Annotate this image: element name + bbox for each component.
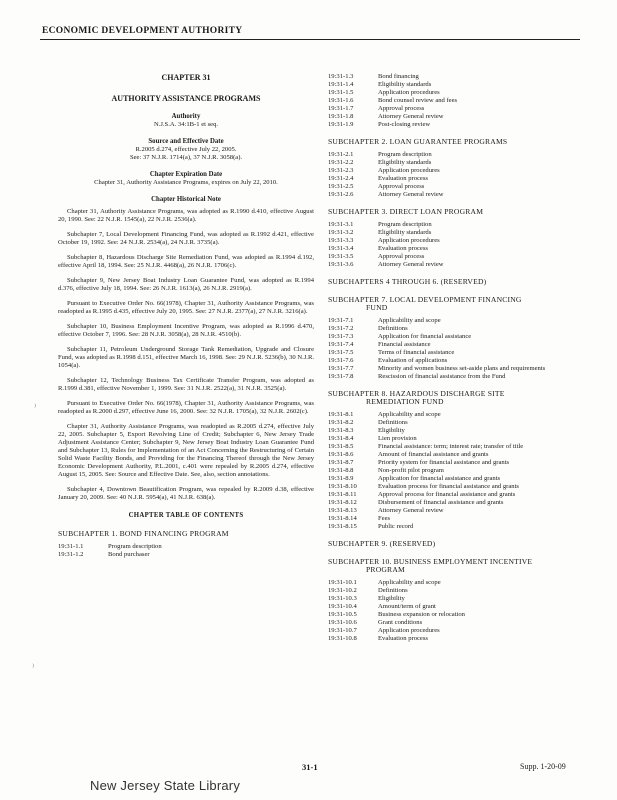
toc-entry (328, 467, 593, 475)
history-paragraph: Subchapter 12, Technology Business Tax Certificate Transfer Program, was adopted as R.1999 d.381, effective November 1, 1999. See: 31 N.J.R. 2522(a), 31 N.J.R. 3525(a). (58, 377, 314, 392)
history-paragraph: Subchapter 11, Petroleum Underground Storage Tank Remediation, Upgrade and Closure Fund, was adopted as R.1998 d.151, effective March 16, 1998. See: 29 N.J.R. 5236(b), 30 N.J.R. 1054(a). (58, 346, 314, 369)
subchapter-3-sections (328, 221, 593, 269)
toc-entry (328, 603, 593, 611)
subchapter-7-heading-cont: FUND (366, 303, 388, 312)
section-title: Priority system for financial assistance and grants (378, 459, 510, 466)
section-title: Disbursement of financial assistance and grants (378, 499, 504, 506)
toc-entry (328, 411, 593, 419)
toc-entry (328, 373, 593, 381)
toc-entry (328, 443, 593, 451)
section-title: Application procedures (378, 167, 440, 174)
toc-entry (328, 365, 593, 373)
section-number: 19:31-1.1 (58, 543, 84, 550)
section-number: 19:31-10.7 (328, 627, 357, 634)
section-title: Eligibility (378, 595, 405, 602)
section-title: Eligibility standards (378, 229, 432, 236)
supplement-date: Supp. 1-20-09 (520, 762, 566, 771)
section-number: 19:31-7.8 (328, 373, 354, 380)
section-number: 19:31-1.5 (328, 89, 354, 96)
section-number: 19:31-8.13 (328, 507, 357, 514)
section-number: 19:31-10.4 (328, 603, 357, 610)
history-paragraph: Pursuant to Executive Order No. 66(1978), Chapter 31, Authority Assistance Programs, was readopted as R.2000 d.297, effective June 16, 2000. See: 32 N.J.R. 1705(a), 32 N.J.R. 2602(c). (58, 400, 314, 415)
section-title: Applicability and scope (378, 579, 441, 586)
margin-mark: ⁾ (34, 402, 37, 412)
section-number: 19:31-10.1 (328, 579, 357, 586)
section-number: 19:31-8.10 (328, 483, 357, 490)
toc-entry (328, 419, 593, 427)
toc-entry (58, 543, 314, 551)
source-heading: Source and Effective Date (148, 138, 224, 145)
section-number: 19:31-3.1 (328, 221, 354, 228)
toc-entry (328, 183, 593, 191)
subchapter-8-heading-cont: REMEDIATION FUND (366, 397, 444, 406)
toc-entry (328, 191, 593, 199)
toc-entry (328, 349, 593, 357)
toc-entry (328, 97, 593, 105)
toc-entry (328, 261, 593, 269)
section-number: 19:31-2.6 (328, 191, 354, 198)
section-title: Definitions (378, 419, 408, 426)
section-number: 19:31-8.11 (328, 491, 357, 498)
section-title: Amount/term of grant (378, 603, 436, 610)
subchapter-1-heading: SUBCHAPTER 1. BOND FINANCING PROGRAM (58, 529, 229, 538)
toc-entry (328, 427, 593, 435)
section-number: 19:31-7.6 (328, 357, 354, 364)
section-title: Attorney General review (378, 113, 444, 120)
subchapter-7-heading: SUBCHAPTER 7. LOCAL DEVELOPMENT FINANCING (328, 295, 522, 304)
section-title: Evaluation process for financial assistance and grants (378, 483, 519, 490)
toc-entry (328, 81, 593, 89)
toc-entry (328, 459, 593, 467)
authority-heading: Authority (171, 113, 201, 120)
toc-entry (328, 515, 593, 523)
expiration-heading: Chapter Expiration Date (149, 171, 223, 178)
section-title: Evaluation process (378, 175, 428, 182)
library-stamp: New Jersey State Library (90, 778, 241, 793)
toc-entry (328, 333, 593, 341)
section-title: Application procedures (378, 237, 440, 244)
section-title: Grant conditions (378, 619, 423, 626)
toc-entry (328, 73, 593, 81)
toc-entry (328, 475, 593, 483)
subchapter-10-heading-cont: PROGRAM (366, 565, 405, 574)
section-title: Applicability and scope (378, 317, 441, 324)
section-title: Fees (378, 515, 391, 522)
section-number: 19:31-2.3 (328, 167, 354, 174)
section-title: Application procedures (378, 89, 440, 96)
section-number: 19:31-8.9 (328, 475, 354, 482)
section-number: 19:31-1.6 (328, 97, 354, 104)
toc-entry (328, 523, 593, 531)
toc-entry (328, 499, 593, 507)
section-title: Minority and women business set-aside plans and requirements (378, 365, 546, 372)
section-title: Bond purchaser (108, 551, 150, 558)
section-title: Public record (378, 523, 414, 530)
section-number: 19:31-2.2 (328, 159, 354, 166)
section-title: Application for financial assistance (378, 333, 472, 340)
section-number: 19:31-1.2 (58, 551, 84, 558)
section-number: 19:31-10.6 (328, 619, 357, 626)
subchapter-1-sections-cont (328, 73, 593, 129)
history-paragraph: Chapter 31, Authority Assistance Programs, was readopted as R.2005 d.274, effective July 22, 2005. Subchapter 5, Export Revolving Line of Credit; Subchapter 6, New Jersey Trade Adjustment Assistance Center; Subchapter 9, New Jersey Boat Industry Loan Guarantee Fund and Subchapter 13, Rules for Implementation of an Act Concerning the Restructuring of Certain Solid Waste Facility Bonds, and Providing for the Financing Thereof through the New Jersey Economic Development Authority, P.L.2001, c.401 were repealed by R.2005 d.274, effective August 15, 2005. See: Source and Effective Date. See, also, section annotations. (58, 423, 314, 478)
section-title: Terms of financial assistance (378, 349, 455, 356)
history-heading: Chapter Historical Note (151, 196, 221, 203)
section-number: 19:31-8.4 (328, 435, 354, 442)
section-title: Financial assistance: term; interest rate; transfer of title (378, 443, 524, 450)
history-notes (58, 208, 314, 502)
section-title: Attorney General review (378, 191, 444, 198)
section-number: 19:31-1.8 (328, 113, 354, 120)
toc-entry (328, 595, 593, 603)
toc-entry (328, 151, 593, 159)
toc-entry (328, 237, 593, 245)
section-number: 19:31-1.9 (328, 121, 354, 128)
subchapter-2-heading: SUBCHAPTER 2. LOAN GUARANTEE PROGRAMS (328, 137, 508, 146)
section-title: Post-closing review (378, 121, 431, 128)
source-line-2: See: 37 N.J.R. 1714(a), 37 N.J.R. 3058(a). (129, 154, 243, 161)
section-title: Financial assistance (378, 341, 431, 348)
toc-entry (328, 89, 593, 97)
section-number: 19:31-8.8 (328, 467, 354, 474)
section-title: Attorney General review (378, 507, 444, 514)
toc-entry (328, 253, 593, 261)
subchapter-9-heading: SUBCHAPTER 9. (RESERVED) (328, 539, 436, 548)
toc-entry (328, 635, 593, 643)
history-paragraph: Subchapter 9, New Jersey Boat Industry Loan Guarantee Fund, was adopted as R.1994 d.376, effective July 18, 1994. See: 26 N.J.R. 1613(a), 26 N.J.R. 2919(a). (58, 277, 314, 292)
toc-entry (328, 579, 593, 587)
section-title: Eligibility standards (378, 81, 432, 88)
margin-mark: ⁾ (32, 662, 35, 672)
toc-entry (328, 619, 593, 627)
toc-entry (328, 435, 593, 443)
toc-entry (328, 357, 593, 365)
toc-entry (328, 221, 593, 229)
section-number: 19:31-2.1 (328, 151, 354, 158)
section-number: 19:31-2.5 (328, 183, 354, 190)
right-column (328, 73, 593, 643)
history-paragraph: Subchapter 4, Downtown Beautification Program, was repealed by R.2009 d.38, effective January 20, 2009. See: 40 N.J.R. 5954(a), 41 N.J.R. 638(a). (58, 486, 314, 501)
toc-entry (58, 551, 314, 559)
subchapters-4-6-heading: SUBCHAPTERS 4 THROUGH 6. (RESERVED) (328, 277, 487, 286)
section-number: 19:31-3.4 (328, 245, 354, 252)
subchapter-8-heading: SUBCHAPTER 8. HAZARDOUS DISCHARGE SITE (328, 389, 505, 398)
toc-entry (328, 175, 593, 183)
toc-entry (328, 113, 593, 121)
section-number: 19:31-10.5 (328, 611, 357, 618)
section-title: Approval process (378, 253, 425, 260)
section-number: 19:31-7.2 (328, 325, 354, 332)
section-number: 19:31-8.5 (328, 443, 354, 450)
section-title: Definitions (378, 325, 408, 332)
header-rule (40, 39, 580, 40)
section-title: Attorney General review (378, 261, 444, 268)
section-number: 19:31-7.1 (328, 317, 354, 324)
section-title: Approval process for financial assistance and grants (378, 491, 516, 498)
section-title: Rescission of financial assistance from the Fund (378, 373, 506, 380)
source-line-1: R.2005 d.274, effective July 22, 2005. (135, 146, 237, 153)
section-number: 19:31-7.5 (328, 349, 354, 356)
section-title: Evaluation process (378, 635, 428, 642)
toc-entry (328, 229, 593, 237)
subchapter-3-heading: SUBCHAPTER 3. DIRECT LOAN PROGRAM (328, 207, 484, 216)
toc-entry (328, 483, 593, 491)
toc-entry (328, 491, 593, 499)
toc-entry (328, 105, 593, 113)
section-number: 19:31-10.8 (328, 635, 357, 642)
authority-text: N.J.S.A. 34:1B-1 et seq. (153, 121, 219, 128)
section-title: Approval process (378, 183, 425, 190)
toc-entry (328, 587, 593, 595)
section-number: 19:31-2.4 (328, 175, 354, 182)
section-number: 19:31-10.2 (328, 587, 357, 594)
chapter-title: AUTHORITY ASSISTANCE PROGRAMS (111, 94, 261, 103)
toc-entry (328, 159, 593, 167)
section-title: Applicability and scope (378, 411, 441, 418)
history-paragraph: Subchapter 7, Local Development Financing Fund, was adopted as R.1992 d.421, effective October 19, 1992. See: 24 N.J.R. 2534(a), 24 N.J.R. 3735(a). (58, 231, 314, 246)
section-number: 19:31-3.6 (328, 261, 354, 268)
section-number: 19:31-8.3 (328, 427, 354, 434)
expiration-text: Chapter 31, Authority Assistance Programs, expires on July 22, 2010. (94, 179, 278, 186)
subchapter-8-sections (328, 411, 593, 531)
section-number: 19:31-7.7 (328, 365, 354, 372)
section-number: 19:31-8.7 (328, 459, 354, 466)
section-number: 19:31-7.4 (328, 341, 354, 348)
history-paragraph: Subchapter 8, Hazardous Discharge Site Remediation Fund, was adopted as R.1994 d.192, effective April 18, 1994. See: 25 N.J.R. 4468(a), 26 N.J.R. 1706(c). (58, 254, 314, 269)
page-number: 31-1 (302, 762, 318, 772)
section-title: Business expansion or relocation (378, 611, 465, 618)
history-paragraph: Chapter 31, Authority Assistance Programs, was adopted as R.1990 d.410, effective August 20, 1990. See: 22 N.J.R. 1545(a), 22 N.J.R. 2536(a). (58, 208, 314, 223)
chapter-number: CHAPTER 31 (161, 73, 211, 82)
section-number: 19:31-8.15 (328, 523, 357, 530)
section-title: Eligibility (378, 427, 405, 434)
toc-entry (328, 245, 593, 253)
section-title: Amount of financial assistance and grants (378, 451, 489, 458)
subchapter-2-sections (328, 151, 593, 199)
section-title: Application procedures (378, 627, 440, 634)
toc-entry (328, 167, 593, 175)
section-title: Application for financial assistance and grants (378, 475, 501, 482)
section-number: 19:31-3.3 (328, 237, 354, 244)
section-number: 19:31-8.1 (328, 411, 354, 418)
section-number: 19:31-8.12 (328, 499, 357, 506)
history-paragraph: Subchapter 10, Business Employment Incentive Program, was adopted as R.1996 d.470, effective October 7, 1996. See: 28 N.J.R. 3058(a), 28 N.J.R. 4510(b). (58, 323, 314, 338)
section-title: Program description (378, 151, 432, 158)
section-number: 19:31-1.4 (328, 81, 354, 88)
toc-entry (328, 317, 593, 325)
section-number: 19:31-8.2 (328, 419, 354, 426)
section-number: 19:31-10.3 (328, 595, 357, 602)
section-title: Bond counsel review and fees (378, 97, 458, 104)
subchapter-7-sections (328, 317, 593, 381)
section-number: 19:31-8.14 (328, 515, 357, 522)
subchapter-10-sections (328, 579, 593, 643)
section-number: 19:31-3.2 (328, 229, 354, 236)
section-title: Approval process (378, 105, 425, 112)
toc-entry (328, 341, 593, 349)
toc-heading: CHAPTER TABLE OF CONTENTS (128, 512, 244, 519)
section-title: Program description (108, 543, 162, 550)
subchapter-1-sections (58, 543, 314, 559)
section-title: Evaluation process (378, 245, 428, 252)
history-paragraph: Pursuant to Executive Order No. 66(1978), Chapter 31, Authority Assistance Programs, was readopted as R.1995 d.435, effective July 20, 1995. See: 27 N.J.R. 2377(a), 27 N.J.R. 3216(a). (58, 300, 314, 315)
section-number: 19:31-8.6 (328, 451, 354, 458)
section-title: Non-profit pilot program (378, 467, 444, 474)
toc-entry (328, 325, 593, 333)
section-title: Program description (378, 221, 432, 228)
section-title: Evaluation of applications (378, 357, 448, 364)
section-number: 19:31-7.3 (328, 333, 354, 340)
section-number: 19:31-1.3 (328, 73, 354, 80)
toc-entry (328, 627, 593, 635)
section-number: 19:31-3.5 (328, 253, 354, 260)
toc-entry (328, 507, 593, 515)
section-title: Eligibility standards (378, 159, 432, 166)
section-title: Definitions (378, 587, 408, 594)
toc-entry (328, 121, 593, 129)
section-number: 19:31-1.7 (328, 105, 354, 112)
left-column (58, 74, 314, 559)
running-header: ECONOMIC DEVELOPMENT AUTHORITY (42, 26, 243, 36)
section-title: Lien provision (378, 435, 417, 442)
toc-entry (328, 451, 593, 459)
section-title: Bond financing (378, 73, 419, 80)
subchapter-10-heading: SUBCHAPTER 10. BUSINESS EMPLOYMENT INCENTIVE (328, 557, 533, 566)
toc-entry (328, 611, 593, 619)
